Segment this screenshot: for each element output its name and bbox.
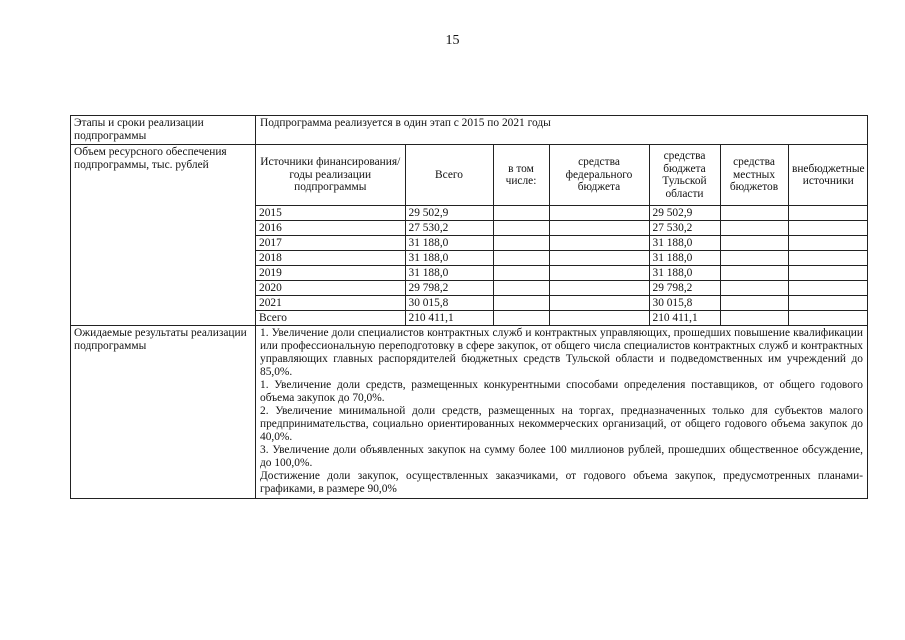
cell-local xyxy=(720,206,788,221)
cell-regional: 210 411,1 xyxy=(649,311,720,326)
cell-local xyxy=(720,221,788,236)
cell-federal xyxy=(549,206,649,221)
stages-row xyxy=(71,116,868,145)
cell-total: 29 502,9 xyxy=(405,206,493,221)
cell-total: 30 015,8 xyxy=(405,296,493,311)
cell-extrabudgetary xyxy=(788,281,868,296)
page-number: 15 xyxy=(445,33,460,48)
cell-year: 2020 xyxy=(256,281,405,296)
cell-regional: 29 798,2 xyxy=(649,281,720,296)
table-row xyxy=(256,206,868,221)
result-item: 3. Увеличение доли объявленных закупок на сумму более 100 миллионов рублей, прошедших общественное обсуждение, до 100,0%. xyxy=(260,444,863,469)
cell-year: Всего xyxy=(256,311,405,326)
cell-year: 2016 xyxy=(256,221,405,236)
table-row xyxy=(256,266,868,281)
cell-year: 2018 xyxy=(256,251,405,266)
cell-including xyxy=(493,236,549,251)
cell-regional: 31 188,0 xyxy=(649,251,720,266)
cell-extrabudgetary xyxy=(788,311,868,326)
funding-cell xyxy=(256,145,868,326)
cell-total: 27 530,2 xyxy=(405,221,493,236)
cell-total: 31 188,0 xyxy=(405,236,493,251)
cell-total: 210 411,1 xyxy=(405,311,493,326)
passport-table xyxy=(70,115,868,499)
cell-local xyxy=(720,236,788,251)
cell-including xyxy=(493,206,549,221)
cell-total: 31 188,0 xyxy=(405,251,493,266)
header-including: в том числе: xyxy=(493,145,549,206)
cell-year: 2021 xyxy=(256,296,405,311)
table-row xyxy=(256,221,868,236)
cell-year: 2019 xyxy=(256,266,405,281)
stages-value: Подпрограмма реализуется в один этап с 2015 по 2021 годы xyxy=(256,116,868,145)
header-regional-budget: средства бюджета Тульской области xyxy=(649,145,720,206)
cell-extrabudgetary xyxy=(788,296,868,311)
cell-including xyxy=(493,296,549,311)
result-item: 1. Увеличение доли специалистов контрактных служб и контрактных управляющих, прошедших повышение квалификации или профессиональную переподготовку в сфере закупок, от общего числа специалистов контрактных служб и контрактных управляющих главных распорядителей бюджетных средств Тульской области и подведомственных им учреждений до 85,0%. xyxy=(260,327,863,378)
result-item: 1. Увеличение доли средств, размещенных конкурентными способами определения поставщиков, от общего годового объема закупок до 70,0%. xyxy=(260,379,863,404)
cell-including xyxy=(493,251,549,266)
stages-label: Этапы и сроки реализации подпрограммы xyxy=(71,116,256,145)
results-list xyxy=(256,326,868,499)
cell-total: 31 188,0 xyxy=(405,266,493,281)
table-row xyxy=(256,251,868,266)
results-label: Ожидаемые результаты реализации подпрограммы xyxy=(71,326,256,499)
cell-including xyxy=(493,281,549,296)
header-federal-budget: средства федерального бюджета xyxy=(549,145,649,206)
header-sources: Источники финансирования/ годы реализации подпрограммы xyxy=(256,145,405,206)
header-total: Всего xyxy=(405,145,493,206)
funding-header-row xyxy=(256,145,868,206)
cell-extrabudgetary xyxy=(788,206,868,221)
funding-table-body xyxy=(256,206,868,326)
table-row xyxy=(256,296,868,311)
cell-extrabudgetary xyxy=(788,236,868,251)
cell-extrabudgetary xyxy=(788,221,868,236)
results-row xyxy=(71,326,868,499)
table-row xyxy=(256,236,868,251)
funding-label: Объем ресурсного обеспечения подпрограммы, тыс. рублей xyxy=(71,145,256,326)
cell-extrabudgetary xyxy=(788,251,868,266)
funding-row xyxy=(71,145,868,326)
cell-total: 29 798,2 xyxy=(405,281,493,296)
cell-regional: 31 188,0 xyxy=(649,266,720,281)
funding-table xyxy=(256,145,868,325)
cell-year: 2015 xyxy=(256,206,405,221)
cell-regional: 29 502,9 xyxy=(649,206,720,221)
cell-including xyxy=(493,266,549,281)
cell-federal xyxy=(549,266,649,281)
cell-local xyxy=(720,311,788,326)
result-item: 2. Увеличение минимальной доли средств, размещенных на торгах, предназначенных только для субъектов малого предпринимательства, социально ориентированных некоммерческих организаций, от общего годового объема закупок до 40,0%. xyxy=(260,405,863,443)
cell-including xyxy=(493,221,549,236)
cell-regional: 31 188,0 xyxy=(649,236,720,251)
cell-federal xyxy=(549,311,649,326)
cell-regional: 30 015,8 xyxy=(649,296,720,311)
cell-federal xyxy=(549,296,649,311)
header-extrabudgetary: внебюджетные источники xyxy=(788,145,868,206)
cell-year: 2017 xyxy=(256,236,405,251)
cell-extrabudgetary xyxy=(788,266,868,281)
header-local-budgets: средства местных бюджетов xyxy=(720,145,788,206)
cell-local xyxy=(720,266,788,281)
table-row xyxy=(256,311,868,326)
cell-local xyxy=(720,296,788,311)
cell-federal xyxy=(549,281,649,296)
table-row xyxy=(256,281,868,296)
cell-local xyxy=(720,251,788,266)
result-item: Достижение доли закупок, осуществленных заказчиками, от годового объема закупок, предусмотренных планами-графиками, в размере 90,0% xyxy=(260,470,863,495)
cell-federal xyxy=(549,251,649,266)
cell-including xyxy=(493,311,549,326)
cell-federal xyxy=(549,221,649,236)
cell-federal xyxy=(549,236,649,251)
cell-local xyxy=(720,281,788,296)
cell-regional: 27 530,2 xyxy=(649,221,720,236)
